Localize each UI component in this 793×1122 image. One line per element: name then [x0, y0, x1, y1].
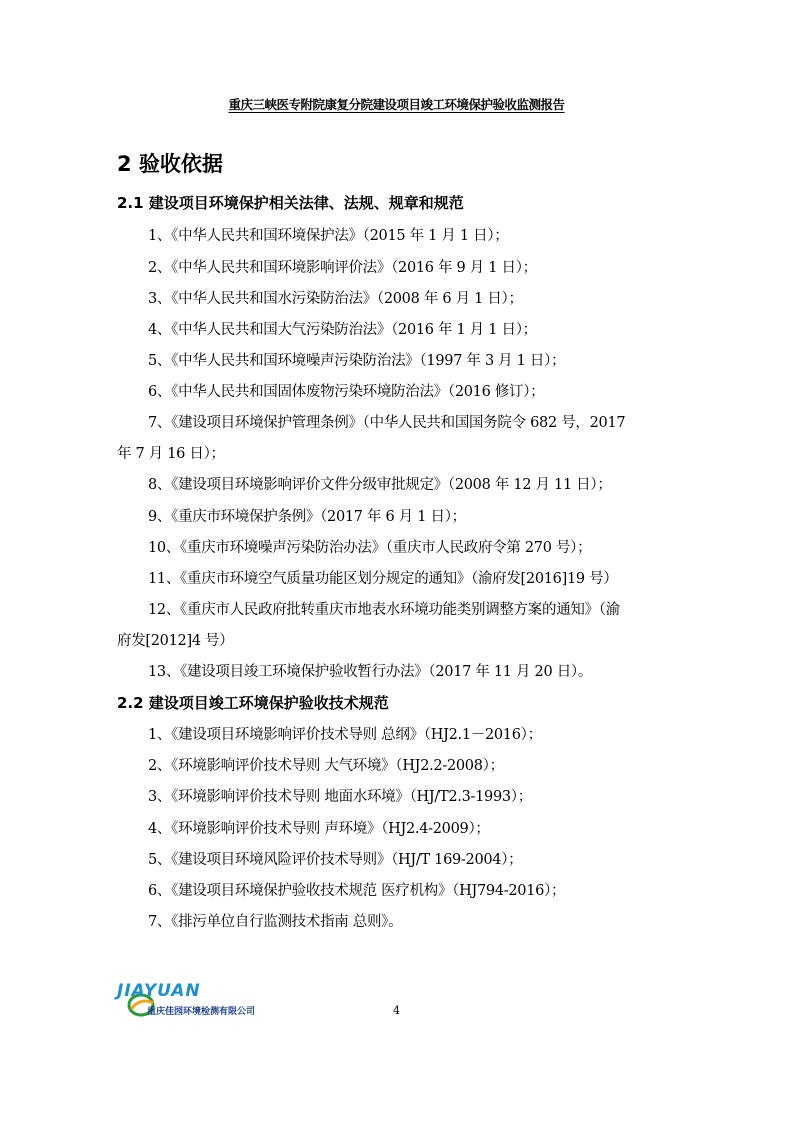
section-title-2-1: 2.1 建设项目环境保护相关法律、法规、规章和规范	[117, 194, 464, 212]
company-name: 重庆佳园环境检测有限公司	[147, 1007, 256, 1017]
list-item: 4、《中华人民共和国大气污染防治法》（2016 年 1 月 1 日）；	[148, 322, 537, 338]
list-item: 1、《建设项目环境影响评价技术导则 总纲》（HJ2.1－2016）；	[148, 727, 542, 743]
list-item: 9、《重庆市环境保护条例》（2017 年 6 月 1 日）；	[148, 509, 466, 525]
list-item: 10、《重庆市环境噪声污染防治办法》（重庆市人民政府令第 270 号）；	[148, 540, 592, 556]
list-item: 3、《中华人民共和国水污染防治法》（2008 年 6 月 1 日）；	[148, 291, 523, 307]
list-item-continuation: 年 7 月 16 日）；	[117, 446, 225, 462]
list-item: 11、《重庆市环境空气质量功能区划分规定的通知》（渝府发[2016]19 号）	[148, 571, 618, 587]
logo-wordmark: JIAYUAN	[117, 981, 201, 1001]
section-title-2-2: 2.2 建设项目竣工环境保护验收技术规范	[117, 694, 389, 712]
list-item: 12、《重庆市人民政府批转重庆市地表水环境功能类别调整方案的通知》（渝	[148, 602, 620, 618]
list-item: 7、《建设项目环境保护管理条例》（中华人民共和国国务院令 682 号，2017	[148, 415, 626, 431]
page-number: 4	[393, 1004, 400, 1017]
report-header-title: 重庆三峡医专附院康复分院建设项目竣工环境保护验收监测报告	[228, 97, 565, 112]
list-item: 6、《中华人民共和国固体废物污染环境防治法》（2016 修订）；	[148, 384, 545, 400]
list-item: 13、《建设项目竣工环境保护验收暂行办法》（2017 年 11 月 20 日）。	[148, 664, 593, 680]
list-item: 6、《建设项目环境保护验收技术规范 医疗机构》（HJ794-2016）；	[148, 883, 566, 899]
list-item: 4、《环境影响评价技术导则 声环境》（HJ2.4-2009）；	[148, 821, 490, 837]
list-item: 2、《中华人民共和国环境影响评价法》（2016 年 9 月 1 日）；	[148, 260, 537, 276]
list-item: 8、《建设项目环境影响评价文件分级审批规定》（2008 年 12 月 11 日）；	[148, 477, 612, 493]
report-header	[0, 95, 793, 113]
list-item: 1、《中华人民共和国环境保护法》（2015 年 1 月 1 日）；	[148, 228, 509, 244]
list-item-continuation: 府发[2012]4 号）	[117, 633, 234, 649]
list-item: 5、《建设项目环境风险评价技术导则》（HJ/T 169-2004）；	[148, 852, 523, 868]
list-item: 3、《环境影响评价技术导则 地面水环境》（HJ/T2.3-1993）；	[148, 789, 532, 805]
list-item: 2、《环境影响评价技术导则 大气环境》（HJ2.2-2008）；	[148, 758, 504, 774]
list-item: 7、《排污单位自行监测技术指南 总则》。	[148, 914, 403, 930]
list-item: 5、《中华人民共和国环境噪声污染防治法》（1997 年 3 月 1 日）；	[148, 353, 566, 369]
chapter-title: 2 验收依据	[117, 152, 223, 176]
